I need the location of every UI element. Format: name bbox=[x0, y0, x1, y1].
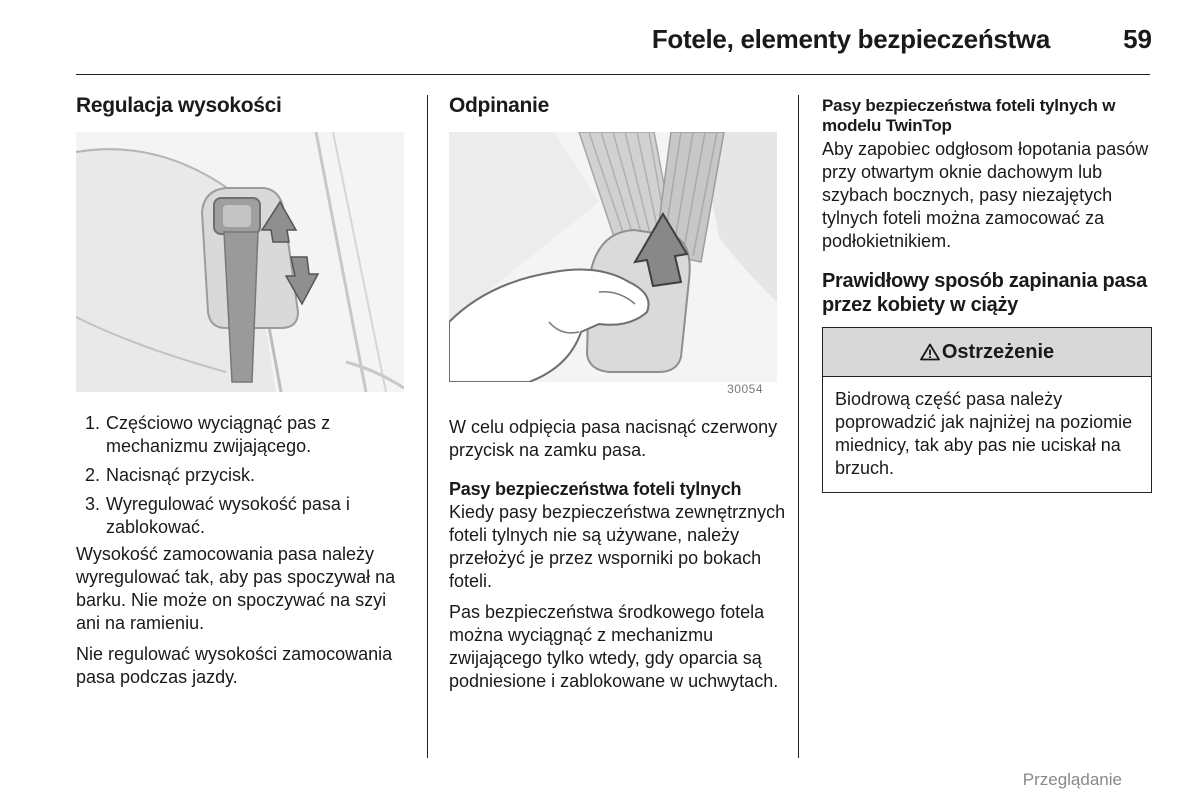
figure-code: 30054 bbox=[727, 382, 763, 396]
warning-title: Ostrzeżenie bbox=[941, 340, 1055, 363]
step-text: Wyregulować wysokość pasa i zablokować. bbox=[106, 494, 350, 537]
warning-text: Biodrową część pasa należy poprowadzić jak najniżej na poziomie miednicy, tak aby pas nie uciskał na brzuch. bbox=[835, 389, 1133, 478]
column-divider-right bbox=[798, 95, 799, 758]
unbuckling-paragraph: W celu odpięcia pasa nacisnąć czerwony przycisk na zamku pasa. bbox=[449, 417, 778, 460]
page-number: 59 bbox=[1123, 24, 1152, 54]
twintop-paragraph: Aby zapobiec odgłosom łopotania pasów przy otwartym oknie dachowym lub szybach bocznych, pasy niezajętych tylnych foteli można zamocować za podłokietnikiem. bbox=[822, 139, 1149, 251]
footer-label: Przeglądanie bbox=[1022, 770, 1122, 789]
step-number: 3. bbox=[84, 494, 100, 514]
buckle-figure bbox=[449, 132, 777, 404]
section-heading-unbuckling: Odpinanie bbox=[449, 94, 549, 117]
column-unbuckling bbox=[449, 94, 789, 693]
step-number: 2. bbox=[84, 465, 100, 485]
warning-header bbox=[823, 328, 1151, 377]
warning-box bbox=[822, 327, 1152, 493]
height-adjustment-warning-paragraph: Nie regulować wysokości zamocowania pasa podczas jazdy. bbox=[76, 644, 393, 687]
subheading-twintop-rear-belts: Pasy bezpieczeństwa foteli tylnych w modelu TwinTop bbox=[822, 96, 1116, 135]
step-item bbox=[76, 464, 412, 487]
seatbelt-buckle-release-illustration bbox=[449, 132, 777, 382]
height-adjustment-paragraph: Wysokość zamocowania pasa należy wyregulować tak, aby pas spoczywał na barku. Nie może on spoczywać na szyi ani na ramieniu. bbox=[76, 544, 396, 633]
header-rule bbox=[76, 74, 1150, 75]
heading-pregnancy-belt: Prawidłowy sposób zapinania pasa przez kobiety w ciąży bbox=[822, 270, 1147, 316]
subheading-rear-seat-belts: Pasy bezpieczeństwa foteli tylnych bbox=[449, 479, 742, 499]
column-divider-left bbox=[427, 95, 428, 758]
seatbelt-height-adjuster-illustration bbox=[76, 132, 404, 392]
step-text: Nacisnąć przycisk. bbox=[106, 465, 256, 485]
step-item bbox=[76, 412, 412, 458]
adjustment-steps-list bbox=[76, 412, 412, 539]
column-twintop-and-pregnancy bbox=[822, 96, 1152, 493]
page-title: Fotele, elementy bezpieczeństwa bbox=[651, 24, 1050, 54]
step-number: 1. bbox=[84, 413, 100, 433]
column-height-adjustment bbox=[76, 94, 412, 689]
rear-seat-belts-paragraph: Kiedy pasy bezpieczeństwa zewnętrznych foteli tylnych nie są używane, należy przełożyć je przez wsporniki po bokach foteli. bbox=[449, 502, 786, 591]
center-seat-belt-paragraph: Pas bezpieczeństwa środkowego fotela można wyciągnąć z mechanizmu zwijającego tylko wtedy, gdy oparcia są podniesione i zablokowane w uchwytach. bbox=[449, 602, 779, 691]
step-item bbox=[76, 493, 412, 539]
step-text: Częściowo wyciągnąć pas z mechanizmu zwijającego. bbox=[106, 413, 331, 456]
section-heading-height-adjustment: Regulacja wysokości bbox=[76, 94, 282, 117]
warning-triangle-icon bbox=[920, 343, 940, 361]
